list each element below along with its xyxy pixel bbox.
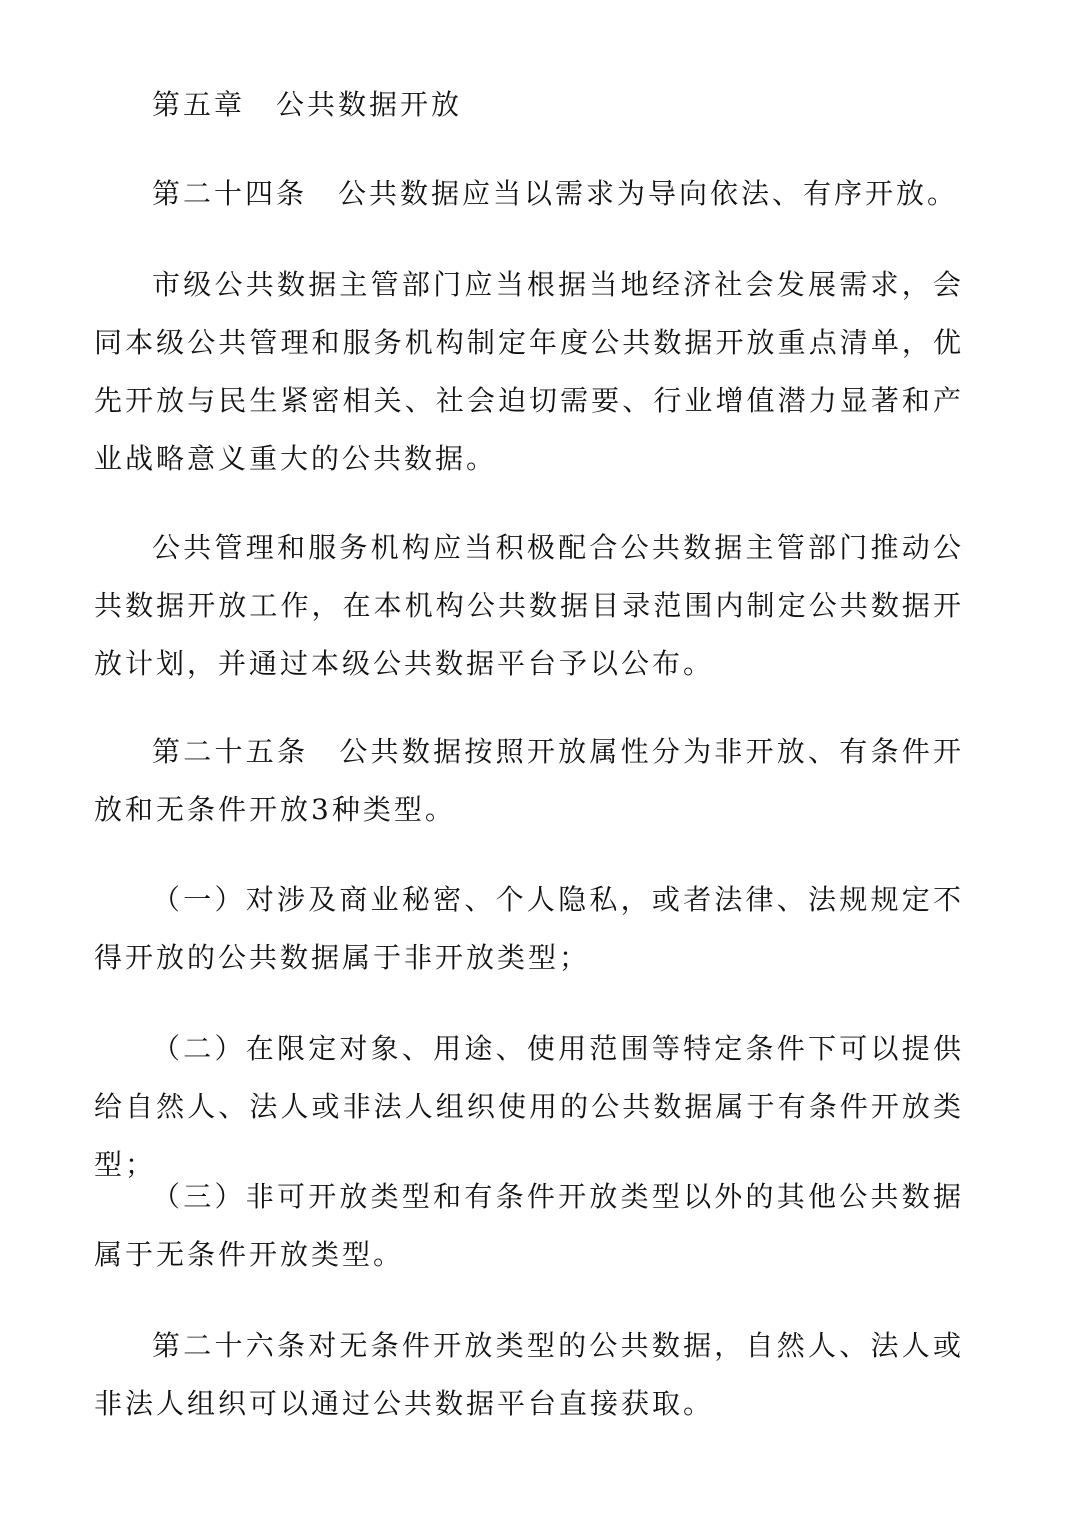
chapter-title: 第五章 公共数据开放	[152, 88, 463, 121]
article-24-paragraph-2: 公共管理和服务机构应当积极配合公共数据主管部门推动公共数据开放工作，在本机构公共数据目录范围内制定公共数据开放计划，并通过本级公共数据平台予以公布。	[94, 531, 964, 680]
article-25-heading: 第二十五条 公共数据按照开放属性分为非开放、有条件开放和无条件开放3种类型。	[94, 735, 964, 826]
article-25-item-2: （二）在限定对象、用途、使用范围等特定条件下可以提供给自然人、法人或非法人组织使用的公共数据属于有条件开放类型；	[94, 1032, 964, 1181]
article-26-paragraph: 第二十六条对无条件开放类型的公共数据，自然人、法人或非法人组织可以通过公共数据平台直接获取。	[94, 1329, 964, 1420]
article-25-item-3: （三）非可开放类型和有条件开放类型以外的其他公共数据属于无条件开放类型。	[94, 1180, 964, 1271]
article-24-paragraph-1: 市级公共数据主管部门应当根据当地经济社会发展需求，会同本级公共管理和服务机构制定年度公共数据开放重点清单，优先开放与民生紧密相关、社会迫切需要、行业增值潜力显著和产业战略意义重大的公共数据。	[94, 268, 964, 475]
article-25-item-1: （一）对涉及商业秘密、个人隐私，或者法律、法规规定不得开放的公共数据属于非开放类型；	[94, 883, 964, 974]
article-24-heading: 第二十四条 公共数据应当以需求为导向依法、有序开放。	[152, 177, 959, 210]
